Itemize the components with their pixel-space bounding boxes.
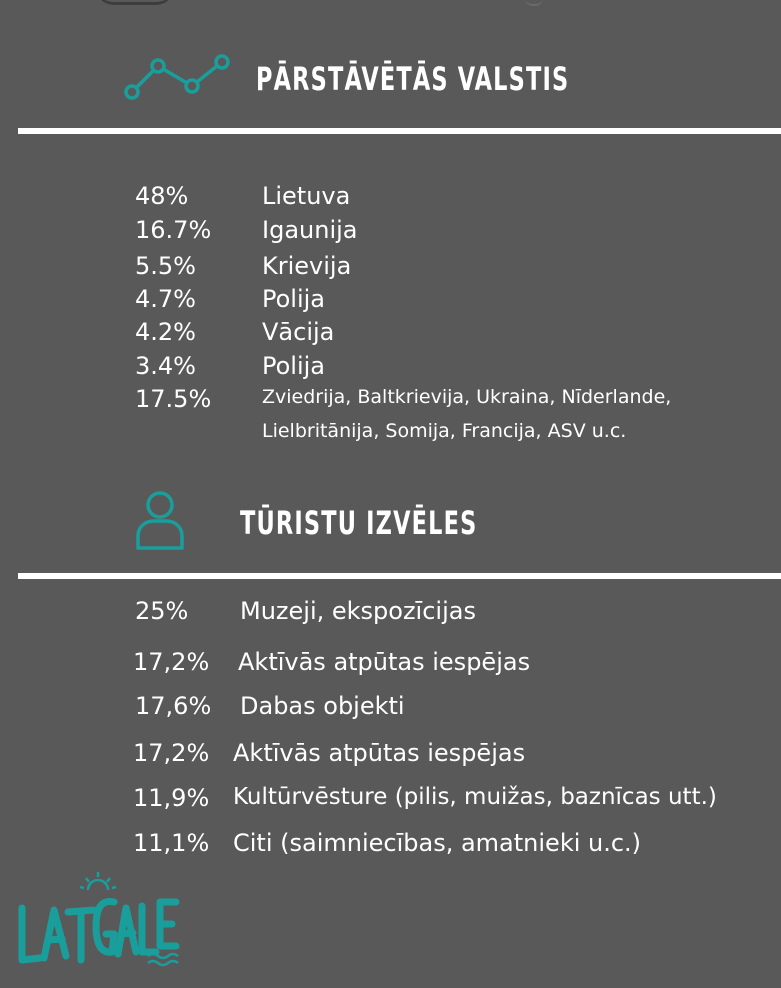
country-label: Krievija	[262, 252, 352, 280]
section-title-choices: TŪRISTU IZVĒLES	[240, 504, 478, 542]
percent-value: 48%	[135, 182, 189, 210]
divider-choices	[18, 573, 781, 579]
wave-icon	[148, 954, 178, 965]
percent-value: 11,9%	[133, 784, 210, 812]
country-label: Lietuva	[262, 182, 351, 210]
country-label: Polija	[262, 352, 326, 380]
choice-label: Muzeji, ekspozīcijas	[240, 597, 476, 625]
choice-label: Kultūrvēsture (pilis, muižas, baznīcas utt.)	[233, 784, 717, 810]
percent-value: 17,2%	[133, 648, 210, 676]
percent-value: 17,6%	[135, 692, 212, 720]
country-label: Zviedrija, Baltkrievija, Ukraina, Nīderlande,	[262, 386, 672, 408]
user-icon	[134, 488, 186, 552]
percent-value: 16.7%	[135, 216, 212, 244]
country-label: Vācija	[262, 318, 335, 346]
decorative-arc	[95, 0, 175, 5]
divider-countries	[18, 128, 781, 134]
percent-value: 3.4%	[135, 352, 196, 380]
choice-label: Citi (saimniecības, amatnieki u.c.)	[233, 829, 642, 857]
percent-value: 25%	[135, 597, 189, 625]
choice-label: Dabas objekti	[240, 692, 405, 720]
choice-label: Aktīvās atpūtas iespējas	[233, 739, 526, 767]
country-label: Igaunija	[262, 216, 358, 244]
country-label: Lielbritānija, Somija, Francija, ASV u.c.	[262, 420, 627, 442]
section-title-countries: PĀRSTĀVĒTĀS VALSTIS	[256, 60, 570, 98]
percent-value: 11,1%	[133, 829, 210, 857]
percent-value: 5.5%	[135, 252, 196, 280]
percent-value: 17.5%	[135, 385, 212, 413]
choice-label: Aktīvās atpūtas iespējas	[238, 648, 531, 676]
line-chart-icon	[120, 52, 232, 100]
latgale-logo	[10, 868, 185, 973]
sun-icon	[80, 872, 116, 890]
percent-value: 17,2%	[133, 739, 210, 767]
percent-value: 4.7%	[135, 285, 196, 313]
percent-value: 4.2%	[135, 318, 196, 346]
country-label: Polija	[262, 285, 326, 313]
decorative-mark	[525, 0, 543, 6]
